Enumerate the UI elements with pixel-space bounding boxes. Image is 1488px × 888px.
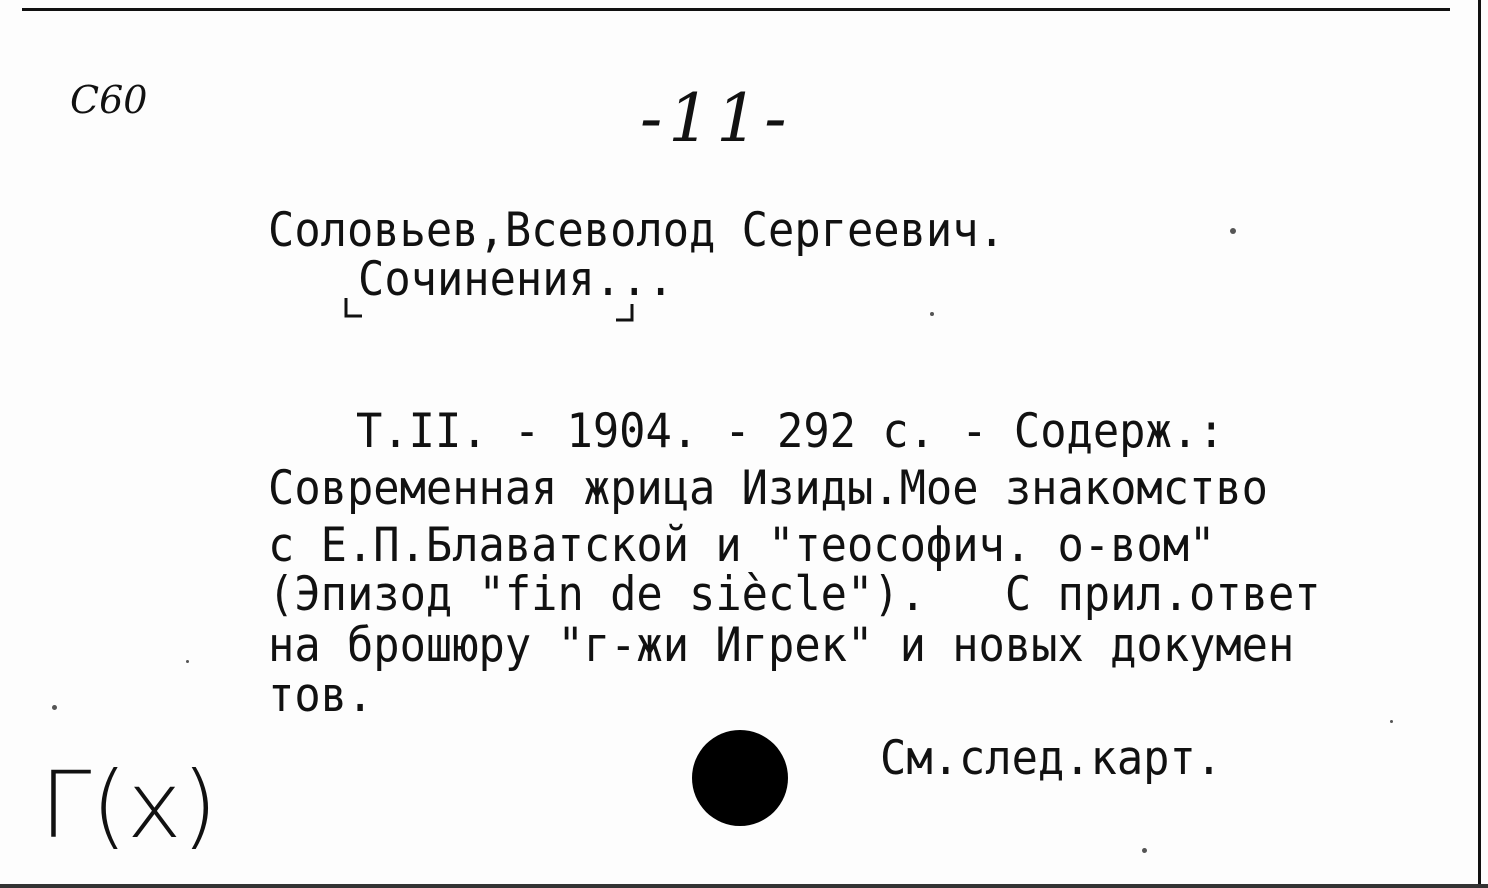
speck (1390, 720, 1393, 723)
card-top-border (22, 8, 1450, 11)
description-line: (Эпизод "fin de siècle"). С прил.ответ (268, 567, 1321, 622)
card-bottom-border (0, 884, 1488, 888)
work-title: Сочинения... (358, 252, 674, 307)
description-line: с Е.П.Блаватской и "теософич. о-вом" (268, 518, 1216, 573)
author-heading: Соловьев,Всеволод Сергеевич. (268, 203, 1005, 258)
shelf-mark: Г(х) (40, 752, 218, 859)
description-line: Современная жрица Изиды.Мое знакомство (268, 461, 1268, 516)
speck (1142, 848, 1147, 853)
call-number: C60 (70, 78, 148, 122)
page-number: -11- (640, 80, 793, 157)
description-line: на брошюру "г-жи Игрек" и новых докумен (268, 618, 1295, 673)
see-next-card: См.след.карт. (880, 731, 1223, 786)
card-right-border (1478, 0, 1481, 888)
speck (1230, 228, 1236, 234)
description-line: Т.II. - 1904. - 292 с. - Содерж.: (356, 404, 1225, 459)
description-line: тов. (268, 668, 374, 723)
speck (930, 312, 934, 316)
speck (52, 705, 57, 710)
punch-hole (692, 730, 788, 826)
title-bracket-marks (340, 290, 650, 330)
speck (186, 660, 189, 663)
